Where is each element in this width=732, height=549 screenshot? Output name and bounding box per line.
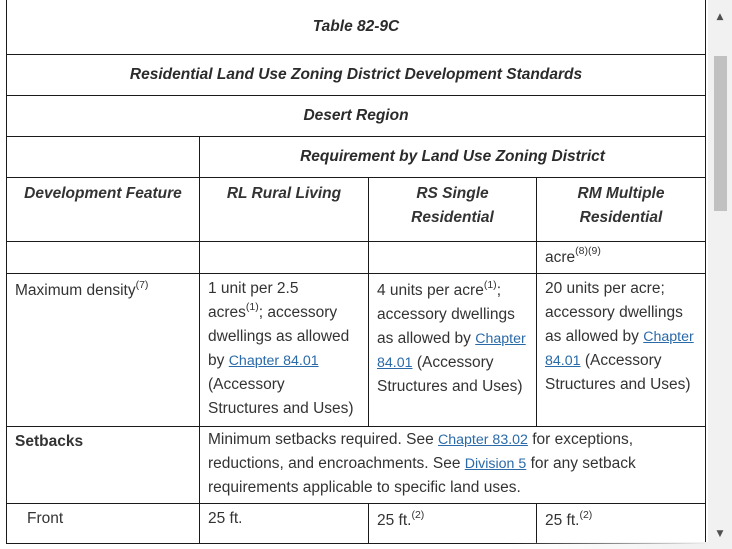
- cont-cell-rl: [200, 242, 369, 274]
- col-header-rs-line2: Residential: [411, 209, 494, 226]
- cont-cell-rm: [537, 242, 706, 274]
- rs-density-line4-tail: (Accessory: [412, 354, 494, 371]
- setbacks-text3: for any setback requirements applicable to specific land uses.: [208, 455, 636, 496]
- rs-density-line2: accessory dwellings: [377, 306, 515, 323]
- chapter-84-01-link-rs-a[interactable]: Chapter: [475, 331, 526, 347]
- chapter-84-01-link-rm-a[interactable]: Chapter: [643, 329, 694, 345]
- region-header: Desert Region: [7, 96, 706, 137]
- front-label: Front: [7, 504, 200, 544]
- max-density-label-cell: [7, 274, 200, 427]
- front-rl-value: 25 ft.: [200, 504, 369, 544]
- rs-density-line1: 4 units per acre: [377, 282, 484, 299]
- max-density-label: Maximum density: [15, 282, 136, 299]
- front-rm-value: 25 ft.: [545, 512, 580, 529]
- rl-density-footnote: (1): [245, 300, 259, 313]
- col-header-feature: Development Feature: [7, 178, 200, 242]
- rm-density-line5: Structures and Uses): [545, 376, 691, 393]
- col-header-rs-line1: RS Single: [416, 185, 489, 202]
- setbacks-description: [200, 427, 706, 504]
- col-header-rm-line2: Residential: [579, 209, 663, 226]
- front-rs-cell: [369, 504, 537, 544]
- scroll-up-arrow-icon[interactable]: ▲: [716, 12, 724, 22]
- rl-density-line1: 1 unit per 2.5: [208, 280, 299, 297]
- setbacks-text2: for exceptions, reductions, and encroachments. See: [208, 431, 634, 472]
- empty-header-cell: [7, 137, 200, 178]
- rs-density-footnote: (1): [483, 278, 497, 291]
- rm-density-line3: as allowed by: [545, 328, 644, 345]
- max-density-rm-cell: [537, 274, 706, 427]
- col-header-rl: RL Rural Living: [200, 178, 369, 242]
- col-header-rs: [369, 178, 537, 242]
- fade-overlay: [508, 542, 708, 549]
- rl-density-line5: (Accessory: [208, 376, 285, 393]
- rs-density-line1-tail: ;: [496, 282, 501, 299]
- front-rm-cell: [537, 504, 706, 544]
- max-density-rs-cell: [369, 274, 537, 427]
- chapter-84-01-link-rm-b[interactable]: 84.01: [545, 353, 581, 369]
- division-5-link[interactable]: Division 5: [464, 456, 527, 472]
- rs-density-line5: Structures and Uses): [377, 378, 523, 395]
- front-rs-value: 25 ft.: [377, 512, 412, 529]
- cont-cell-rs: [369, 242, 537, 274]
- chapter-84-01-link-rl[interactable]: Chapter 84.01: [228, 353, 319, 369]
- table-subtitle: Residential Land Use Zoning District Development Standards: [7, 55, 706, 96]
- max-density-footnote: (7): [135, 278, 149, 291]
- front-rs-footnote: (2): [411, 508, 425, 521]
- max-density-rl-cell: [200, 274, 369, 427]
- rl-density-line6: Structures and Uses): [208, 400, 354, 417]
- rl-density-by: by: [208, 352, 229, 369]
- table-title: Table 82-9C: [7, 0, 706, 55]
- rl-density-line3: dwellings as allowed: [208, 328, 350, 345]
- rl-density-line2: acres: [208, 304, 246, 321]
- chapter-83-02-link[interactable]: Chapter 83.02: [438, 432, 528, 448]
- vertical-scrollbar[interactable]: [708, 0, 732, 549]
- chapter-84-01-link-rs-b[interactable]: 84.01: [377, 355, 413, 371]
- zoning-standards-table: [6, 0, 706, 544]
- rm-density-line4-tail: (Accessory: [580, 352, 662, 369]
- cont-cell-feature: [7, 242, 200, 274]
- cont-rm-footnote: (8)(9): [575, 245, 601, 258]
- scroll-down-arrow-icon[interactable]: ▼: [716, 529, 724, 539]
- rm-density-line1: 20 units per acre;: [545, 280, 665, 297]
- setbacks-text1: Minimum setbacks required. See: [208, 431, 439, 448]
- scrollbar-thumb[interactable]: [714, 56, 727, 211]
- cont-rm-text: acre: [545, 248, 576, 266]
- setbacks-label: Setbacks: [7, 427, 200, 504]
- rl-density-line2-tail: ; accessory: [258, 304, 338, 321]
- front-rm-footnote: (2): [579, 508, 593, 521]
- col-header-rm-line1: RM Multiple: [577, 185, 665, 202]
- rm-density-line2: accessory dwellings: [545, 304, 683, 321]
- col-header-rm: [537, 178, 706, 242]
- requirement-header: Requirement by Land Use Zoning District: [200, 137, 706, 178]
- rs-density-line3: as allowed by: [377, 330, 476, 347]
